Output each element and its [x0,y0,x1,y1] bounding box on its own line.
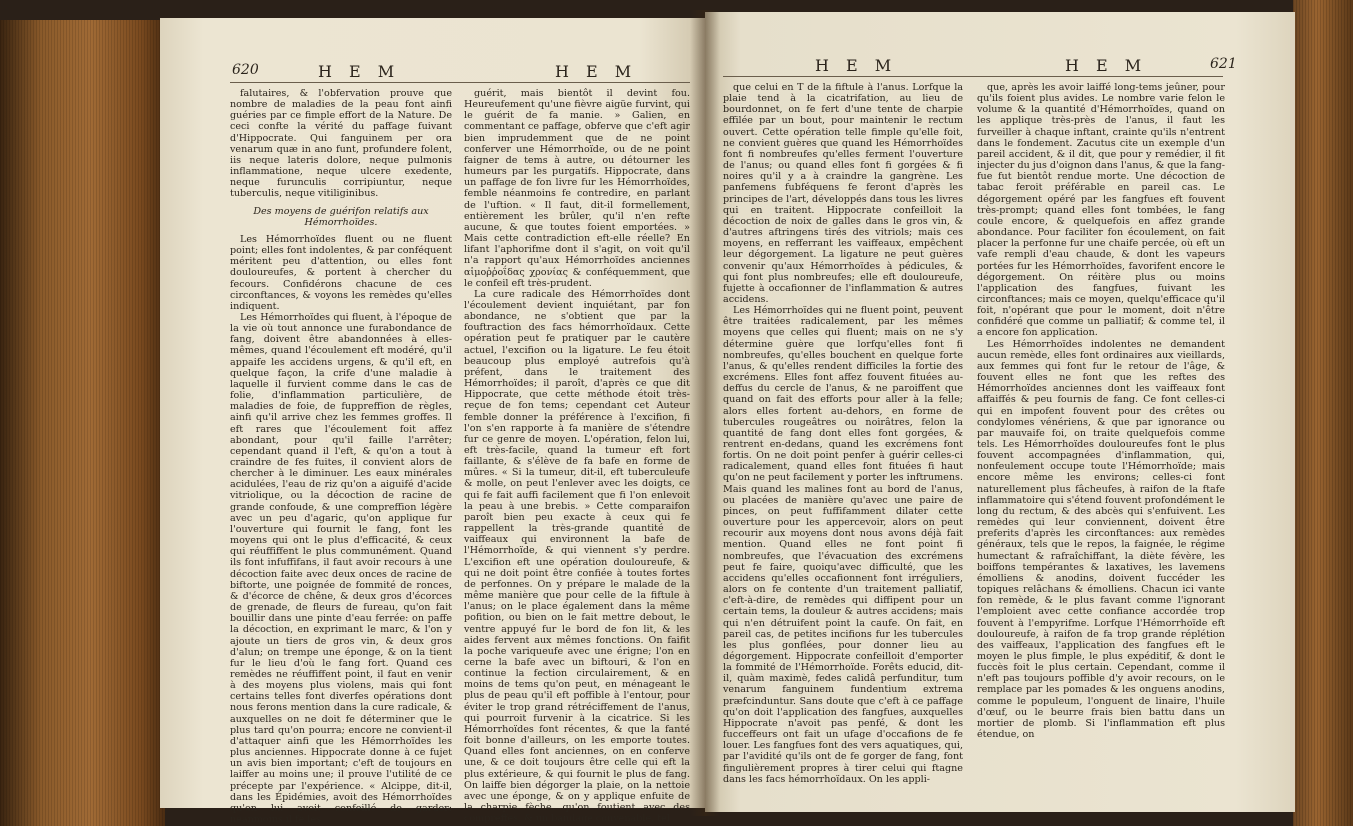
paragraph: La cure radicale des Hémorrhoïdes dont l'écoulement devient inquiétant, par fon abondance, ne s'obtient que par la fouftraction des facs hémorrhoïdaux. Cette opération peut fe pratiquer par le cautère actuel, l'excifion ou la ligature. Le feu étoit beaucoup plus employé autrefois qu'à préfent, dans le traitement des Hémorrhoïdes; il paroît, d'après ce que dit Hippocrate, que cette méthode étoit très-reçue de fon tems; cependant cet Auteur femble donner la préférence à l'excifion, fi l'on s'en rapporte à fa manière de s'étendre fur ce genre de moyen. L'opération, felon lui, eft très-facile, quand la tumeur eft fort faillante, & s'élève de fa bafe en forme de mûres. « Si la tumeur, dit-il, eft tuberculeufe & molle, on peut l'enlever avec les doigts, ce qui fe fait auffi facilement que fi l'on enlevoit la peau à une brebis. » Cette comparaifon paroît bien peu exacte à ceux qui fe rappellent la très-grande quantité de vaiffeaux qui environnent la bafe de l'Hémorrhoïde, & qui viennent s'y perdre. L'excifion eft une opération douloureufe, & qui ne doit point être confiée à toutes fortes de perfonnes. On y prépare le malade de la même manière que pour celle de la fiftule à l'anus; on le place également dans la même pofition, ou bien on le fait mettre debout, le ventre appuyé fur le bord de fon lit, & les aides fervent aux mêmes fonctions. On faifit la poche variqueufe avec une érigne; l'on en cerne la bafe avec un biftouri, & l'on en continue la fection circulairement, & en moins de tems qu'on peut, en ménageant le plus de peau qu'il eft poffible à l'entour, pour éviter le trop grand rétréciffement de l'anus, qui pourroit furvenir à la cicatrice. Si les Hémorrhoïdes font récentes, & que la fanté foit bonne d'ailleurs, on les emporte toutes. Quand elles font anciennes, on en conferve une, & ce doit toujours être celle qui eft la plus extérieure, & qui fournit le plus de fang. On laiffe bien dégorger la plaie, on la nettoie avec une éponge, & on y applique enfuite de la charpie fèche, qu'on foutient avec des compreffes, & un bandage convenable, tel [464,288,690,825]
page-edges-left [0,20,165,826]
running-head: H E M [815,56,898,75]
page-number: 621 [1210,56,1237,72]
section-heading: Des moyens de guérifon relatifs aux Hémorrhoïdes. [253,205,429,228]
right-page [705,12,1295,812]
left-page [160,18,705,825]
running-head: H E M [555,62,638,81]
text-column-2 [464,88,690,825]
text-column-1 [723,82,963,807]
paragraph: Les Hémorrhoïdes qui fluent, à l'époque de la vie où tout annonce une furabondance de fang, doivent être abandonnées à elles-mêmes, quand l'écoulement eft modéré, qu'il appaife les accidens urgens, & qu'il eft, en quelque façon, la crife d'une maladie à laquelle il furvient comme dans le cas de folie, d'inflammation particulière, de maladies de foie, de fuppreffion de règles, ainfi qu'il arrive chez les femmes groffes. Il eft rares que l'écoulement foit affez abondant, pour qu'il faille l'arrêter; cependant quand il l'eft, & qu'on a tout à craindre de fes fuites, il convient alors de chercher à le diminuer. Les eaux minérales acidulées, l'eau de riz qu'on a aiguifé d'acide vitriolique, ou la décoction de racine de grande confoude, & une compreffion légère avec un peu d'agaric, qu'on applique fur l'ouverture qui fournit le fang, font les moyens qui ont le plus d'efficacité, & ceux qui réuffiffent le plus communément. Quand ils font infuffifans, il faut avoir recours à une décoction faite avec deux onces de racine de biftorte, une poignée de fommité de ronces, & d'écorce de chêne, & deux gros d'écorces de grenade, de fleurs de fureau, qu'on fait bouillir dans une pinte d'eau ferrée: on paffe la décoction, en exprimant le marc, & l'on y ajoute un tiers de gros vin, & deux gros d'alun; on trempe une éponge, & on la tient fur le lieu d'où le fang fort. Quand ces remèdes ne réuffiffent point, il faut en venir à des moyens plus violens, mais qui font certains telles font diverfes opérations dont nous ferons mention dans la cure radicale, & auxquelles on ne doit fe déterminer que le plus tard qu'on pourra; encore ne convient-il d'attaquer ainfi que les Hémorrhoïdes les plus anciennes. Hippocrate donne à ce fujet un avis bien important; c'eft de toujours en laiffer au moins une; il prouve l'utilité de ce précepte par l'expérience. « Alcippe, dit-il, dans les Épidémies, avoit des Hémorrhoïdes qu'on lui avoit confeillé de garder; néanmoins il fe les [230,311,452,825]
running-head: H E M [318,62,401,81]
header-rule [723,76,1223,77]
paragraph: falutaires, & l'obfervation prouve que nombre de maladies de la peau font ainfi guéries par ce fimple effort de la Nature. De ceci confte la vérité du paffage fuivant d'Hippocrate. Qui fanguinem per ora venarum quæ in ano funt, profundere folent, iis neque lateris dolore, neque pulmonis inflammatione, neque ulcere exedente, neque furunculis corripiuntur, neque tuberculis, neque vitiliginibus. [230,88,452,200]
paragraph: que celui en T de la fiftule à l'anus. Lorfque la plaie tend à la cicatrifation, au lieu de bourdonnet, on fe fert d'une tente de charpie effilée par un bout, pour maintenir le rectum ouvert. Cette opération telle fimple qu'elle foit, ne convient guères que quand les Hémorrhoïdes font fi nombreufes qu'elles ferment l'ouverture de l'anus; ou quand elles font fi gorgées & fi noires qu'il y a à craindre la gangrène. Les panfemens fubféquens fe feront d'après les principes de l'art, développés dans tous les livres qui en traitent. Hippocrate confeilloit la décoction de noix de galles dans le gros vin, & d'autres aftringens tirés des vitriols; mais ces moyens, en refferrant les vaiffeaux, empêchent leur dégorgement. La ligature ne peut guères convenir qu'aux Hémorrhoïdes à pédicules, & qui font plus nombreufes; elle eft douloureufe, fujette à occafionner de l'inflammation & autres accidens. [723,82,963,305]
running-head: H E M [1065,56,1148,75]
header-rule [230,82,690,83]
page-number: 620 [232,62,259,78]
paragraph: Les Hémorrhoïdes qui ne fluent point, peuvent être traitées radicalement, par les mêmes moyens que celles qui fluent; mais on ne s'y détermine guère que lorfqu'elles font fi nombreufes, qu'elles bouchent en quelque forte l'anus, & qu'elles rendent difficiles la fortie des excrémens. Elles font affez fouvent fituées au-deffus du cercle de l'anus, & ne paroiffent que quand on fait des efforts pour aller à la felle; alors elles fortent au-dehors, en forme de tubercules rougeâtres ou noirâtres, felon la quantité de fang dont elles font gorgées, & rentrent en-dedans, quand les excrémens font fortis. On ne doit point penfer à guérir celles-ci radicalement, quand elles font fituées fi haut qu'on ne peut facilement y porter les inftrumens. Mais quand les malines font au bord de l'anus, ou placées de manière qu'avec une paire de pinces, on peut fuffifamment dilater cette ouverture pour les appercevoir, alors on peut recourir aux moyens dont nous avons déjà fait mention. Quand elles ne font point fi nombreufes, que l'évacuation des excrémens peut fe faire, quoiqu'avec difficulté, que les accidens qu'elles occafionnent font irréguliers, alors on fe contente d'un traitement palliatif, c'eft-à-dire, de remèdes qui diffipent pour un certain tems, la douleur & autres accidens; mais qui n'en détruifent point la caufe. On fait, en pareil cas, de petites incifions fur les tubercules les plus gonflées, pour donner lieu au dégorgement. Hippocrate confeilloit d'emporter la fommité de l'Hémorrhoïde. Forêts educid, dit-il, quàm maximè, fedes calidâ perfunditur, tum venarum fanguinem fundentium extrema præfcinduntur. Sans doute que c'eft à ce paffage qu'on doit l'application des fangfues, auxquelles Hippocrate n'avoit pas penfé, & dont les fucceffeurs ont fait un ufage d'occafions de fe louer. Les fangfues font des vers aquatiques, qui, par l'avidité qu'ils ont de fe gorger de fang, font fingulièrement propres à tirer celui qui ftagne dans les facs hémorrhoïdaux. On les appli- [723,305,963,785]
paragraph: Les Hémorrhoïdes indolentes ne demandent aucun remède, elles font ordinaires aux vieillards, aux femmes qui font fur le retour de l'âge, & fouvent elles ne font que les reftes des Hémorrhoïdes anciennes dont les vaiffeaux font affaiffés & peu fournis de fang. Ce font celles-ci qui en impofent fouvent pour des crêtes ou condylomes vénériens, & que par ignorance ou par mauvaife foi, on traite quelquefois comme tels. Les Hémorrhoïdes douloureufes font le plus fouvent accompagnées d'inflammation, qui, nonfeulement occupe toute l'Hémorrhoïde; mais encore même les environs; celles-ci font naturellement plus fâcheufes, à raifon de la ftafe inflammatoire qui s'étend fouvent profondément le long du rectum, & des abcès qui s'enfuivent. Les remèdes qui leur conviennent, doivent être preferits d'après les circonftances: aux remèdes généraux, tels que le repos, la faignée, le régime humectant & rafraîchiffant, la diète févère, les boiffons tempérantes & laxatives, les lavemens émolliens & anodins, doivent fuccéder les topiques relâchans & émolliens. Chacun ici vante fon remède, & le plus favant comme l'ignorant l'emploient avec cette confiance accordée trop fouvent à l'empyrifme. Lorfque l'Hémorrhoïde eft douloureufe, à raifon de fa trop grande réplétion des vaiffeaux, l'application des fangfues eft le moyen le plus fimple, le plus expéditif, & dont le fuccès foit le plus certain. Cependant, comme il n'eft pas toujours poffible d'y avoir recours, on le remplace par les pomades & les onguens anodins, comme le populeum, l'onguent de linaire, l'huile d'œuf, ou le beurre frais bien battu dans un mortier de plomb. Si l'inflammation eft plus étendue, on [977,338,1225,741]
text-column-2 [977,82,1225,807]
paragraph: guérit, mais bientôt il devint fou. Heureufement qu'une fièvre aigüe furvint, qui le guérit de fa manie. » Galien, en commentant ce paffage, obferve que c'eft agir bien imprudemment que de ne point conferver une Hémorrhoïde, ou de ne point faigner de tems à autre, ou détourner les humeurs par les purgatifs. Hippocrate, dans un paffage de fon livre fur les Hémorrhoïdes, femble néanmoins fe contredire, en parlant de l'uftion. « Il faut, dit-il formellement, entièrement les brûler, qu'il n'en refte aucune, & que toutes foient emportées. » Mais cette contradiction eft-elle réelle? En lifant l'aphorifme dont il s'agit, on voit qu'il n'a rapport qu'aux Hémorrhoïdes anciennes αἱμοῤῥοΐδας χρονίας & conféquemment, que le confeil eft très-prudent. [464,88,690,289]
paragraph: que, après les avoir laiffé long-tems jeûner, pour qu'ils foient plus avides. Le nombre varie felon le volume & la quantité d'Hémorrhoïdes, quand on les applique très-près de l'anus, il faut les furveiller à chaque inftant, crainte qu'ils n'entrent dans le fondement. Zacutus cite un exemple d'un pareil accident, & il dit, que pour y remédier, il fit injecter du jus d'oignon dans l'anus, & que la fang-fue fut bientôt rendue morte. Une décoction de tabac feroit préférable en pareil cas. Le dégorgement opéré par les fangfues eft fouvent très-prompt; quand elles font tombées, le fang coule encore, & quelquefois en affez grande abondance. Pour faciliter fon écoulement, on fait placer la perfonne fur une chaife percée, où eft un vafe rempli d'eau chaude, & dont les vapeurs portées fur les Hémorrhoïdes, favorifent encore le dégorgement. On réitère plus ou moins l'application des fangfues, fuivant les circonftances; mais ce moyen, quelqu'efficace qu'il foit, n'opérant que pour le moment, doit n'être confidéré que comme un palliatif; & comme tel, il a encore fon application. [977,82,1226,339]
paragraph: Les Hémorrhoïdes fluent ou ne fluent point; elles font indolentes, & par conféquent méritent peu d'attention, ou elles font douloureufes, & portent à chercher du fecours. Confidérons chacune de ces circonftances, & voyons les remèdes qu'elles indiquent. [230,233,452,312]
text-column-1 [230,88,452,825]
book-gutter [690,10,720,816]
page-edges-right [1293,0,1353,826]
